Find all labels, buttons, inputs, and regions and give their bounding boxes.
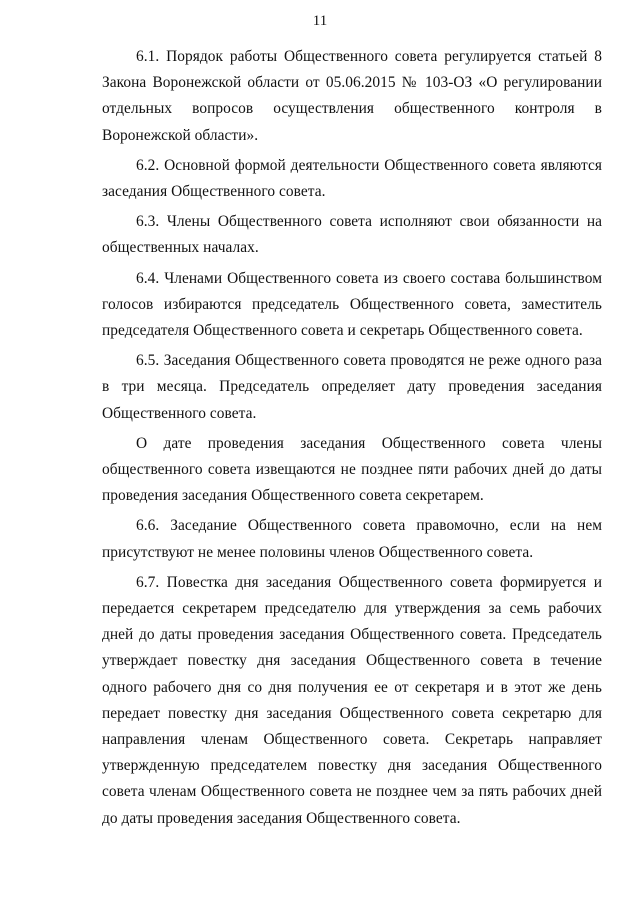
paragraph-6-1: 6.1. Порядок работы Общественного совета регулируется статьей 8 Закона Воронежской области от 05.06.2015 № 103-ОЗ «О регулировании отдельных вопросов осуществления общественного контроля в Воронежской области». (102, 48, 602, 144)
paragraph-6-7: 6.7. Повестка дня заседания Общественного совета формируется и передается секретарем председателю для утверждения за семь рабочих дней до даты проведения заседания Общественного совета. Председатель утверждает повестку дня заседания Общественного совета в течение одного рабочего дня со дня получения ее от секретаря и в этот же день передает повестку дня заседания Общественного совета секретарю для направления членам Общественного совета. Секретарь направляет утвержденную председателем повестку дня заседания Общественного совета членам Общественного совета не позднее чем за пять рабочих дней до даты проведения заседания Общественного совета. (102, 573, 602, 827)
document-body (102, 44, 602, 836)
paragraph-6-3: 6.3. Члены Общественного совета исполняют свои обязанности на общественных началах. (102, 213, 602, 257)
paragraph-6-5: 6.5. Заседания Общественного совета проводятся не реже одного раза в три месяца. Председатель определяет дату проведения заседания Общественного совета. (102, 352, 602, 422)
page-number: 11 (312, 13, 328, 29)
paragraph-6-2: 6.2. Основной формой деятельности Общественного совета являются заседания Общественного совета. (102, 156, 602, 201)
paragraph-6-4: 6.4. Членами Общественного совета из своего состава большинством голосов избираются председатель Общественного совета, заместитель председателя Общественного совета и секретарь Общественного совета. (102, 269, 602, 340)
paragraph-6-5-notice: О дате проведения заседания Общественного совета члены общественного совета извещаются не позднее пяти рабочих дней до даты проведения заседания Общественного совета секретарем. (102, 434, 602, 505)
paragraph-6-6: 6.6. Заседание Общественного совета правомочно, если на нем присутствуют не менее половины членов Общественного совета. (102, 517, 602, 561)
